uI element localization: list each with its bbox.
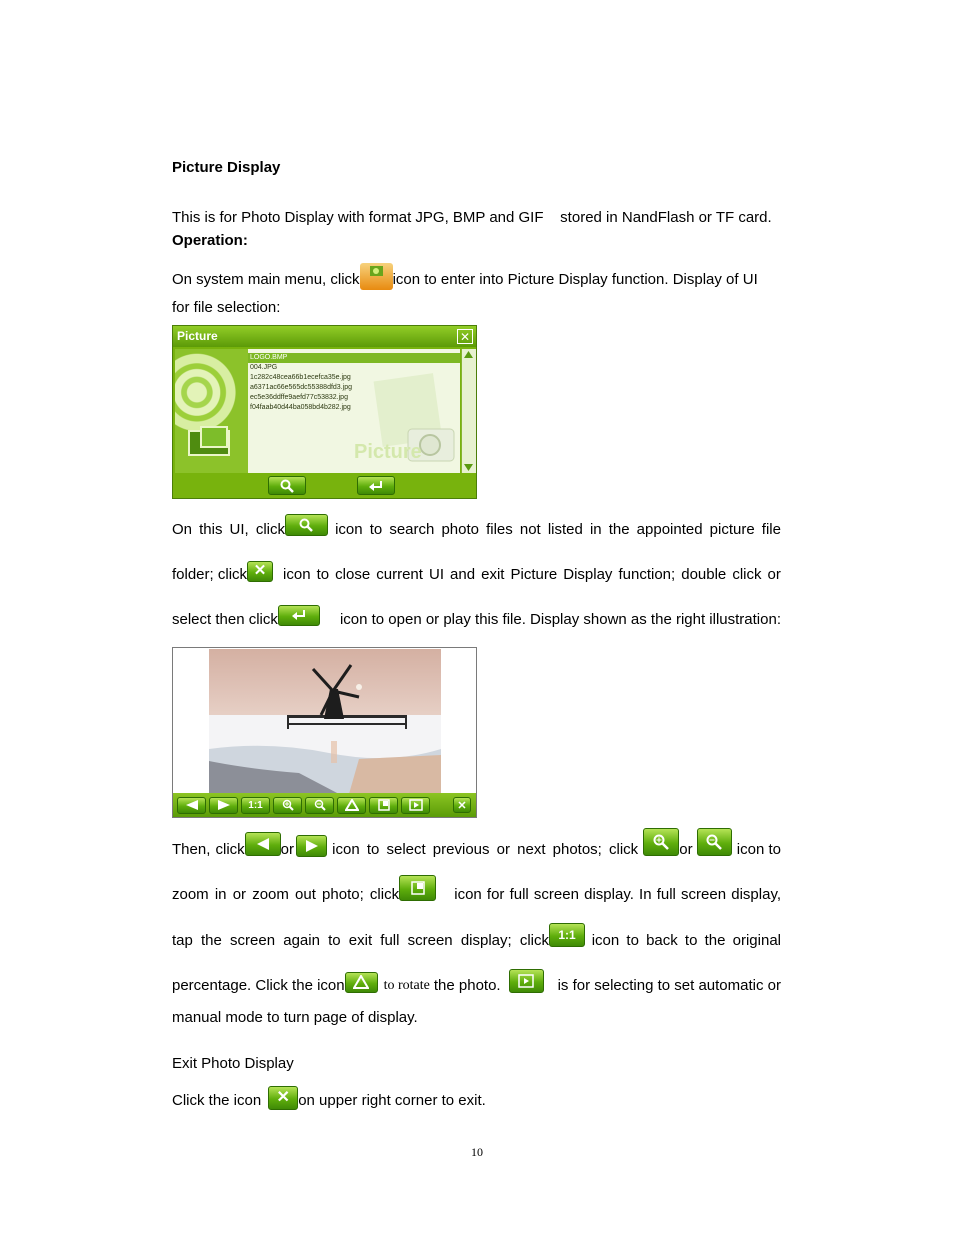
search-icon	[285, 514, 328, 536]
fullscreen-button[interactable]	[369, 797, 398, 814]
enter-icon	[278, 605, 320, 626]
page-number: 10	[471, 1145, 483, 1159]
picture-ui-screenshot	[172, 325, 477, 499]
previous-button[interactable]	[177, 797, 206, 814]
picture-side-panel	[175, 349, 248, 473]
arrow-right-icon	[217, 800, 231, 810]
zoom-out-icon	[314, 799, 326, 811]
para2-line2: folder; click ✕ icon to close current UI and exit Picture Display function; double click or	[172, 562, 781, 583]
rotate-icon	[345, 799, 359, 811]
para3-line2: zoom in or zoom out photo; click icon for full screen display. In full screen display,	[172, 877, 781, 913]
fullscreen-icon	[378, 799, 390, 811]
picture-bottom-bar	[173, 474, 476, 498]
list-item[interactable]: 1c282c48cea66b1ecefca35e.jpg	[250, 374, 351, 381]
zoom-in-button[interactable]	[273, 797, 302, 814]
para3-line5: manual mode to turn page of display.	[172, 1009, 418, 1026]
fullscreen-icon	[399, 875, 436, 901]
arrow-left-icon	[185, 800, 199, 810]
picture-watermark: Picture	[354, 441, 422, 463]
para3-line3: tap the screen again to exit full screen display; click 1:1 icon to back to the original	[172, 923, 781, 959]
slideshow-button[interactable]	[401, 797, 430, 814]
para1-line1: On system main menu, click icon to enter into Picture Display function. Display of UI	[172, 265, 781, 295]
zoom-out-icon	[697, 828, 732, 856]
arrow-left-icon	[245, 832, 281, 856]
list-item[interactable]: LOGO.BMP	[248, 353, 460, 363]
file-list	[248, 349, 460, 473]
zoom-in-icon	[282, 799, 294, 811]
para2-line3: select then click icon to open or play this file. Display shown as the right illustration:	[172, 605, 781, 635]
slideshow-icon	[509, 969, 544, 993]
para3-line1: Then, click or icon to select previous or next photos; click or icon to	[172, 832, 781, 868]
intro-text: This is for Photo Display with format JPG, BMP and GIF stored in NandFlash or TF card.	[172, 209, 772, 226]
windmill-photo	[209, 649, 441, 794]
exit-heading: Exit Photo Display	[172, 1055, 294, 1072]
rotate-icon	[345, 972, 378, 993]
scrollbar[interactable]	[461, 349, 476, 473]
list-item[interactable]: f04faab40d44ba058bd4b282.jpg	[250, 404, 351, 411]
zoom-in-icon	[643, 828, 679, 856]
picture-app-icon	[360, 263, 393, 290]
search-button[interactable]	[268, 476, 306, 495]
list-item[interactable]: ec5e36ddffe9aefd77c53832.jpg	[250, 394, 348, 401]
para1-line2: for file selection:	[172, 299, 281, 316]
section-heading: Picture Display	[172, 159, 281, 176]
picture-window-title: Picture	[173, 326, 476, 347]
photo-viewer-screenshot	[172, 647, 477, 818]
exit-text: Click the icon ✕ on upper right corner to exit.	[172, 1086, 486, 1116]
para3-line4: percentage. Click the icon to rotate the photo. is for selecting to set automatic or	[172, 968, 781, 1004]
close-icon: ✕	[247, 561, 273, 582]
para2-line1: On this UI, click icon to search photo files not listed in the appointed picture file	[172, 514, 781, 546]
search-icon	[280, 479, 294, 493]
close-icon[interactable]: ✕	[453, 797, 471, 813]
close-icon: ✕	[268, 1086, 298, 1110]
close-icon[interactable]: ✕	[457, 329, 473, 344]
one-to-one-button[interactable]: 1:1	[241, 797, 270, 814]
slideshow-icon	[409, 799, 423, 811]
list-item[interactable]: 004.JPG	[250, 364, 278, 371]
next-button[interactable]	[209, 797, 238, 814]
rotate-button[interactable]	[337, 797, 366, 814]
arrow-right-icon	[296, 835, 327, 857]
enter-button[interactable]	[357, 476, 395, 495]
operation-label: Operation:	[172, 232, 248, 249]
folder-icon	[187, 425, 233, 457]
viewer-toolbar	[173, 793, 476, 817]
enter-icon	[368, 480, 384, 492]
one-to-one-icon: 1:1	[549, 923, 585, 947]
zoom-out-button[interactable]	[305, 797, 334, 814]
list-item[interactable]: a6371ac66e565dc55388dfd3.jpg	[250, 384, 352, 391]
